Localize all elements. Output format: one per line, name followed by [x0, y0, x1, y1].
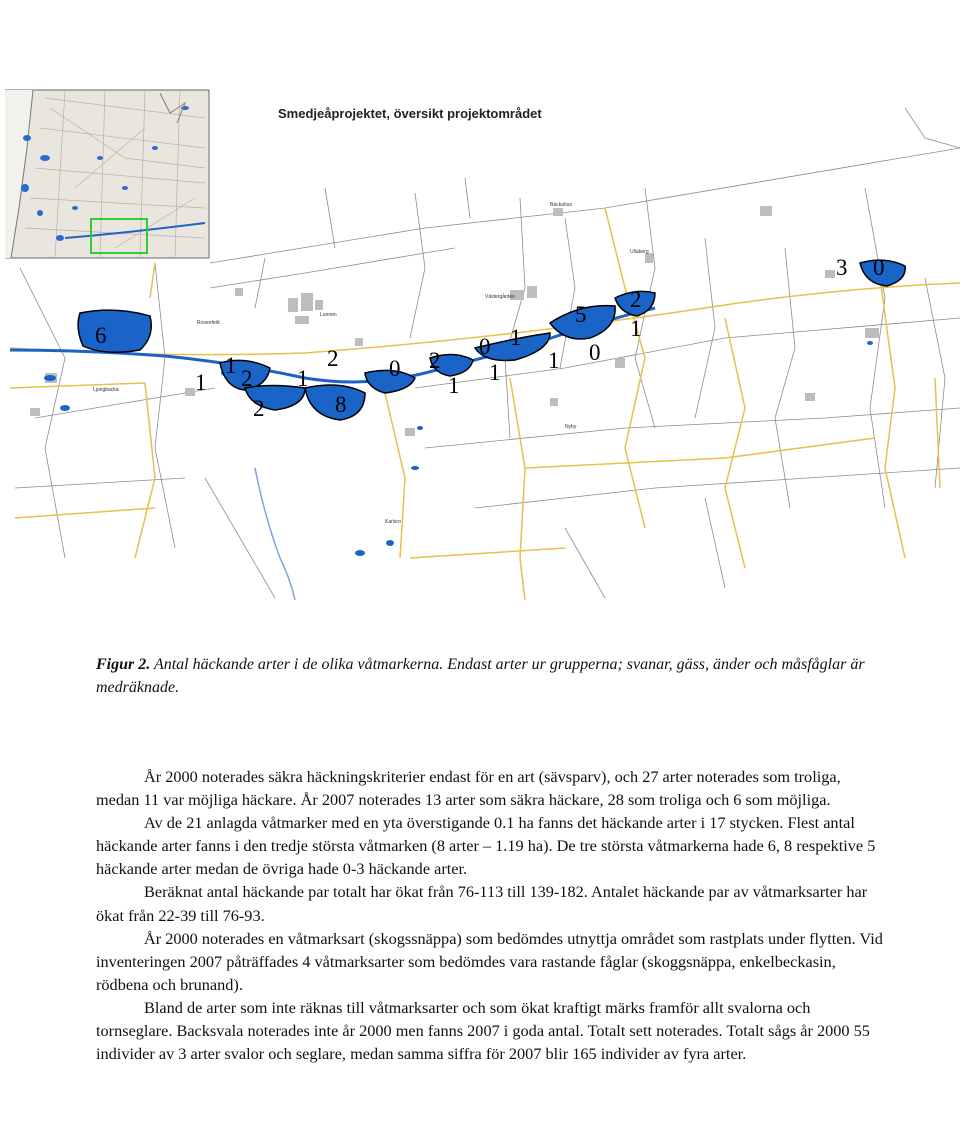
place-label: Karlsro: [385, 519, 401, 525]
count-label: 2: [327, 346, 339, 371]
paragraph: Bland de arter som inte räknas till våtmarksarter och som ökat kraftigt märks framför allt svalorna och tornseglare. Backsvala noterades inte år 2000 men fanns 2007 i goda antal. Totalt sett noterades. Totalt sågs år 2000 55 individer av 3 arter svalor och seglare, medan samma siffra för 2007 blir 165 individer av fyra arter.: [96, 997, 870, 1064]
place-label: Lunnen: [320, 312, 337, 318]
count-label: 2: [241, 366, 253, 391]
place-label: Västergården: [485, 294, 516, 300]
count-label: 1: [297, 366, 309, 391]
figure-caption: [96, 653, 896, 699]
count-label: 1: [630, 316, 642, 341]
count-label: 0: [389, 356, 401, 381]
map-svg: [5, 88, 960, 600]
count-label: 0: [479, 334, 491, 359]
count-label: 3: [836, 255, 848, 280]
place-label: Ullaberg: [630, 249, 649, 255]
place-label: Ljungbacka: [93, 387, 119, 393]
figure-label: Figur 2.: [96, 656, 151, 673]
count-label: 5: [575, 302, 587, 327]
place-label: Rosenfeld: [197, 320, 220, 326]
count-label: 1: [225, 353, 237, 378]
place-label: Nyby: [565, 424, 577, 430]
count-label: 1: [548, 348, 560, 373]
wetland: [78, 310, 151, 352]
paragraph: År 2000 noterades säkra häckningskriterier endast för en art (sävsparv), och 27 arter noterades som troliga, medan 11 var möjliga häckare. År 2007 noterades 13 arter som säkra häckare, 28 som troliga och 6 som möjliga.: [96, 767, 841, 810]
count-label: 6: [95, 323, 107, 348]
count-label: 2: [253, 396, 265, 421]
paragraph: Beräknat antal häckande par totalt har ökat från 76-113 till 139-182. Antalet häckande par av våtmarksarter har ökat från 22-39 till 76-93.: [96, 882, 868, 925]
count-label: 0: [873, 255, 885, 280]
count-label: 8: [335, 392, 347, 417]
count-label: 2: [630, 287, 642, 312]
count-label: 1: [510, 325, 522, 350]
paragraph: Av de 21 anlagda våtmarker med en yta överstigande 0.1 ha fanns det häckande arter i 17 stycken. Flest antal häckande arter fanns i den tredje största våtmarken (8 arter – 1.19 ha). De tre största våtmarkerna hade 6, 8 respektive 5 häckande arter medan de övriga hade 0-3 häckande arter.: [96, 813, 876, 879]
paragraph: År 2000 noterades en våtmarksart (skogssnäppa) som bedömdes utnyttja området som rastplats under flytten. Vid inventeringen 2007 påträffades 4 våtmarksarter som bedömdes vara rastande fåglar (skoggsnäppa, enkelbeckasin, rödbena och brunand).: [96, 928, 883, 994]
map-title: Smedjeåprojektet, översikt projektområdet: [278, 106, 542, 121]
count-label: 1: [448, 373, 460, 398]
count-label: 1: [195, 370, 207, 395]
count-label: 0: [589, 340, 601, 365]
inset-overview-map: [5, 90, 209, 258]
figure-caption-text: Antal häckande arter i de olika våtmarkerna. Endast arter ur grupperna; svanar, gäss, änder och måsfåglar är medräknade.: [96, 656, 865, 696]
project-area-map: [5, 88, 960, 600]
place-label: Bäckahus: [550, 202, 572, 208]
count-label: 2: [429, 348, 441, 373]
count-label: 1: [489, 360, 501, 385]
body-text: [96, 765, 886, 1065]
